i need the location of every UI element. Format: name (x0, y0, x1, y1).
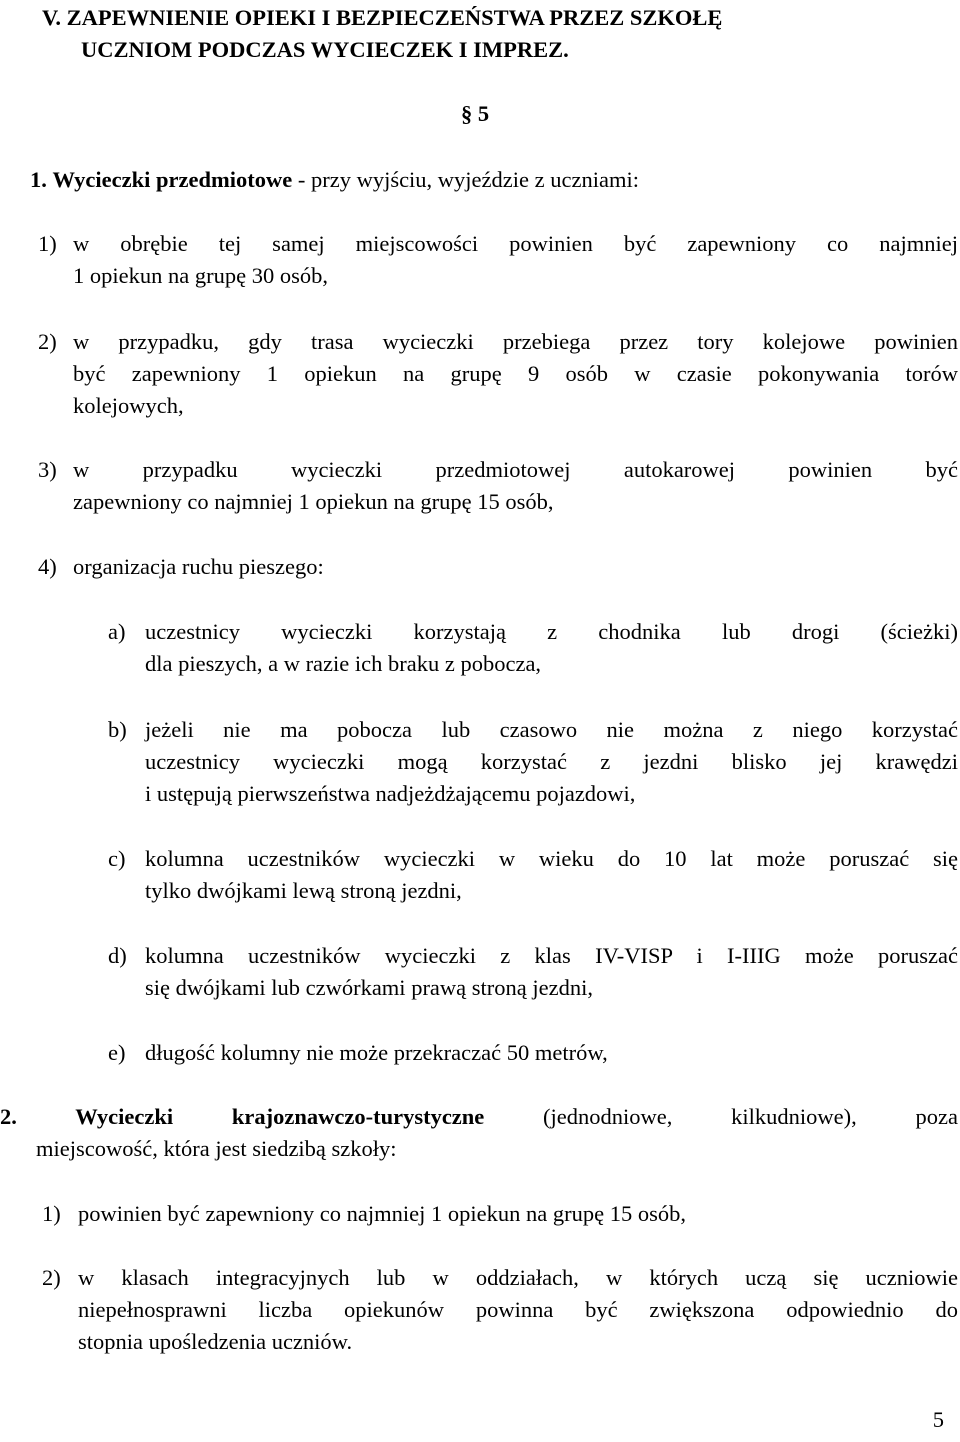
sub-list-item (108, 616, 958, 680)
point-2-title: Wycieczki krajoznawczo-turystyczne (75, 1104, 485, 1129)
list-item-line: stopnia upośledzenia uczniów. (78, 1329, 353, 1354)
point-2-line-2: miejscowość, która jest siedzibą szkoły: (36, 1136, 397, 1161)
sub-list-item-line: uczestnicy wycieczki mogą korzystać z jezdni blisko jej krawędzi (145, 749, 958, 774)
list-item-number: 2) (42, 1265, 61, 1290)
list-item-number: 3) (38, 457, 57, 482)
list-item (38, 326, 958, 422)
list-item-line: być zapewniony 1 opiekun na grupę 9 osób w czasie pokonywania torów (73, 361, 958, 386)
point-2-line-1 (0, 1101, 958, 1133)
point-1-heading (30, 164, 930, 196)
chapter-heading-line-1: V. ZAPEWNIENIE OPIEKI I BEZPIECZEŃSTWA PRZEZ SZKOŁĘ (42, 5, 723, 30)
sub-list-item-line: kolumna uczestników wycieczki w wieku do 10 lat może poruszać się (145, 846, 958, 871)
list-item-line: kolejowych, (73, 393, 184, 418)
sub-list-item (108, 843, 958, 907)
sub-list-item (108, 714, 958, 810)
sub-list-item-letter: b) (108, 717, 127, 742)
list-item-line: niepełnosprawni liczba opiekunów powinna być zwiększona odpowiednio do (78, 1297, 958, 1322)
sub-list-item-line: się dwójkami lub czwórkami prawą stroną jezdni, (145, 975, 593, 1000)
list-item-line: zapewniony co najmniej 1 opiekun na grupę 15 osób, (73, 489, 554, 514)
point-2-rest: (jednodniowe, kilkudniowe), poza (484, 1104, 958, 1129)
sub-list-item-line: i ustępują pierwszeństwa nadjeżdżającemu pojazdowi, (145, 781, 636, 806)
sub-list-item-line: długość kolumny nie może przekraczać 50 metrów, (145, 1040, 608, 1065)
section-mark: § 5 (461, 101, 490, 126)
list-item-line: w przypadku, gdy trasa wycieczki przebiega przez tory kolejowe powinien (73, 329, 958, 354)
list-item (38, 454, 958, 518)
list-item-number: 2) (38, 329, 57, 354)
list-item-number: 1) (38, 231, 57, 256)
list-item-line: w obrębie tej samej miejscowości powinien być zapewniony co najmniej (73, 231, 958, 256)
list-item-line: organizacja ruchu pieszego: (73, 554, 324, 579)
list-item-line: powinien być zapewniony co najmniej 1 opiekun na grupę 15 osób, (78, 1201, 686, 1226)
list-item (42, 1262, 958, 1358)
sub-list-item-line: uczestnicy wycieczki korzystają z chodnika lub drogi (ścieżki) (145, 619, 958, 644)
list-item-line: 1 opiekun na grupę 30 osób, (73, 263, 328, 288)
list-item-line: w przypadku wycieczki przedmiotowej autokarowej powinien być (73, 457, 958, 482)
point-1-number: 1. (30, 167, 47, 192)
list-item (38, 228, 958, 292)
chapter-heading-line-2: UCZNIOM PODCZAS WYCIECZEK I IMPREZ. (81, 37, 569, 62)
list-item-number: 1) (42, 1201, 61, 1226)
chapter-heading (42, 2, 722, 66)
list-item (42, 1198, 958, 1230)
point-2-number: 2. (0, 1104, 17, 1129)
point-1-rest: - przy wyjściu, wyjeździe z uczniami: (292, 167, 639, 192)
list-item-number: 4) (38, 554, 57, 579)
point-1-title: Wycieczki przedmiotowe (52, 167, 293, 192)
sub-list-item-line: jeżeli nie ma pobocza lub czasowo nie można z niego korzystać (145, 717, 958, 742)
sub-list-item (108, 1037, 958, 1069)
sub-list-item-line: kolumna uczestników wycieczki z klas IV-VISP i I-IIIG może poruszać (145, 943, 958, 968)
sub-list-item-letter: d) (108, 943, 127, 968)
page-number: 5 (932, 1407, 944, 1432)
sub-list-item-letter: a) (108, 619, 126, 644)
sub-list-item-line: dla pieszych, a w razie ich braku z pobocza, (145, 651, 542, 676)
sub-list-item-line: tylko dwójkami lewą stroną jezdni, (145, 878, 462, 903)
point-2-heading (0, 1101, 958, 1165)
sub-list-item (108, 940, 958, 1004)
sub-list-item-letter: e) (108, 1040, 126, 1065)
list-item (38, 551, 958, 583)
list-item-line: w klasach integracyjnych lub w oddziałach, w których uczą się uczniowie (78, 1265, 958, 1290)
sub-list-item-letter: c) (108, 846, 126, 871)
